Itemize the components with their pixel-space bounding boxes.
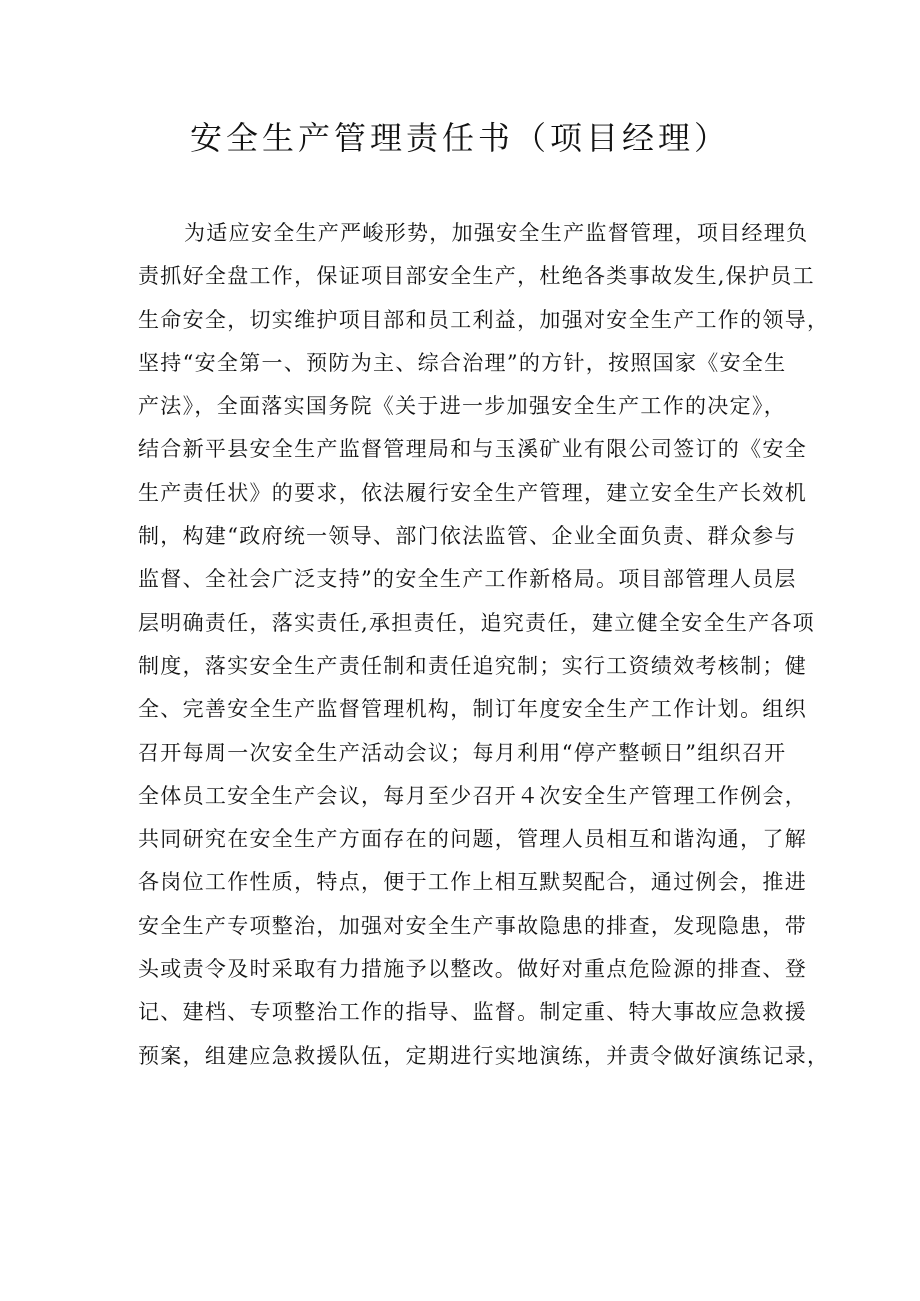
body-paragraph: [138, 212, 830, 1078]
paragraph-line: 全、完善安全生产监督管理机构，制订年度安全生产工作计划。组织: [138, 697, 807, 722]
paragraph-line: 生产责任状》的要求，依法履行安全生产管理，建立安全生产长效机: [138, 480, 807, 505]
paragraph-line: 头或责令及时采取有力措施予以整改。做好对重点危险源的排查、登: [138, 957, 807, 982]
paragraph-line: 全体员工安全生产会议，每月至少召开４次安全生产管理工作例会，: [138, 783, 807, 808]
paragraph-line: 共同研究在安全生产方面存在的问题，管理人员相互和谐沟通，了解: [138, 827, 807, 852]
paragraph-line: 制度，落实安全生产责任制和责任追究制；实行工资绩效考核制；健: [138, 653, 807, 678]
paragraph-line: 为适应安全生产严峻形势，加强安全生产监督管理，项目经理负: [184, 221, 809, 245]
paragraph-line: 制，构建“政府统一领导、部门依法监管、企业全面负责、群众参与: [138, 524, 797, 549]
paragraph-line: 预案，组建应急救援队伍，定期进行实地演练，并责令做好演练记录，: [138, 1043, 830, 1068]
paragraph-line: 召开每周一次安全生产活动会议；每月利用“停产整顿日”组织召开: [138, 740, 787, 765]
document-title: 安全生产管理责任书（项目经理）: [189, 119, 730, 157]
paragraph-line: 各岗位工作性质，特点，便于工作上相互默契配合，通过例会，推进: [138, 870, 807, 895]
paragraph-line: 责抓好全盘工作，保证项目部安全生产，杜绝各类事故发生,保护员工: [138, 264, 815, 289]
paragraph-line: 结合新平县安全生产监督管理局和与玉溪矿业有限公司签订的《安全: [138, 437, 807, 462]
paragraph-line: 监督、全社会广泛支持”的安全生产工作新格局。项目部管理人员层: [138, 567, 797, 592]
paragraph-line: 记、建档、专项整治工作的指导、监督。制定重、特大事故应急救援: [138, 1000, 807, 1025]
paragraph-line: 产法》，全面落实国务院《关于进一步加强安全生产工作的决定》，: [138, 394, 786, 419]
paragraph-line: 安全生产专项整治，加强对安全生产事故隐患的排查，发现隐患，带: [138, 913, 807, 938]
paragraph-line: 坚持“安全第一、预防为主、综合治理”的方针，按照国家《安全生: [138, 350, 787, 375]
paragraph-line: 层明确责任，落实责任,承担责任，追究责任，建立健全安全生产各项: [138, 610, 815, 635]
paragraph-line: 生命安全，切实维护项目部和员工利益，加强对安全生产工作的领导，: [138, 307, 830, 332]
